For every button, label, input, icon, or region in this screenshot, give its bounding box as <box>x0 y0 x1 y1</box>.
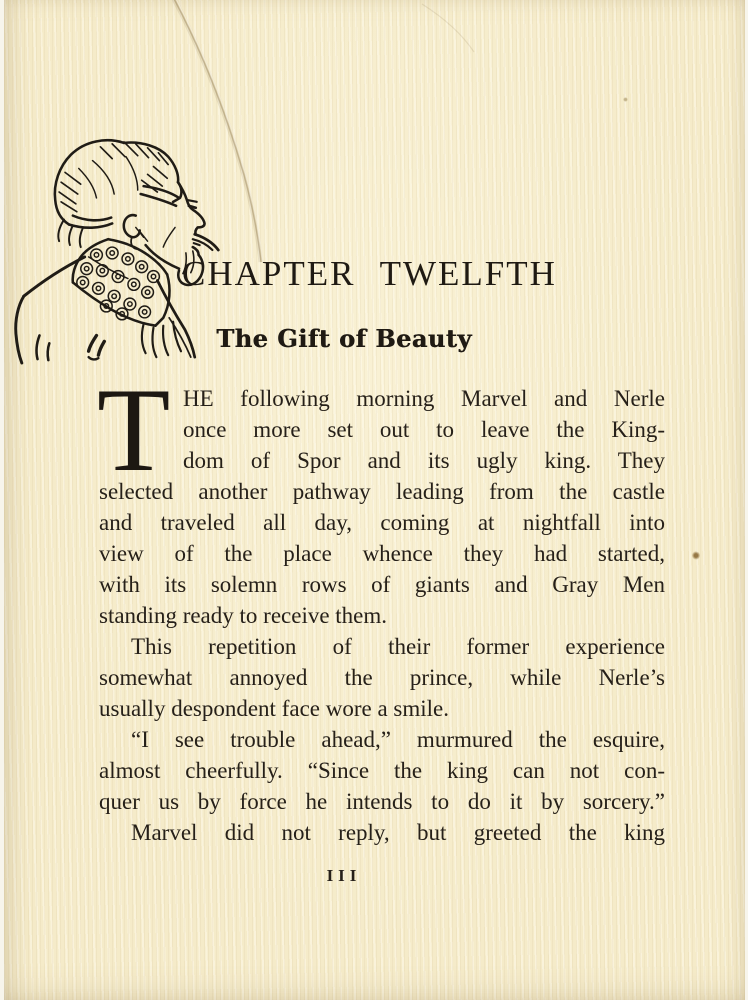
text-line: view of the place whence they had started, <box>99 541 665 566</box>
text-line: selected another pathway leading from the castle <box>99 479 665 504</box>
paragraph-2 <box>99 631 665 724</box>
foxing-spot <box>623 97 628 102</box>
text-line: once more set out to leave the King- <box>183 417 665 442</box>
chapter-subtitle: The Gift of Beauty <box>216 324 472 353</box>
text-line: This repetition of their former experience <box>131 634 665 659</box>
text-line: standing ready to receive them. <box>99 603 388 628</box>
text-line: usually despondent face wore a smile. <box>99 696 449 721</box>
text-line: dom of Spor and its ugly king. They <box>183 448 665 473</box>
paragraph-4 <box>99 817 665 848</box>
text-line: almost cheerfully. “Since the king can not con- <box>99 758 665 783</box>
paragraph-3 <box>99 724 665 817</box>
text-line: Marvel did not reply, but greeted the king <box>131 820 665 845</box>
paper-page <box>4 0 745 1000</box>
drop-cap: T <box>97 363 171 496</box>
text-line: and traveled all day, coming at nightfall into <box>99 510 665 535</box>
text-line: with its solemn rows of giants and Gray Men <box>99 572 665 597</box>
foxing-spot <box>692 551 700 560</box>
text-line: somewhat annoyed the prince, while Nerle’s <box>99 665 665 690</box>
paragraph-1 <box>97 363 665 631</box>
chapter-heading: CHAPTER TWELFTH <box>182 254 557 293</box>
text-line: quer us by force he intends to do it by sorcery.” <box>99 789 665 814</box>
page-number: III <box>326 866 362 885</box>
text-line: HE following morning Marvel and Nerle <box>183 386 665 411</box>
body-text <box>97 363 665 848</box>
text-line: “I see trouble ahead,” murmured the esquire, <box>131 727 665 752</box>
